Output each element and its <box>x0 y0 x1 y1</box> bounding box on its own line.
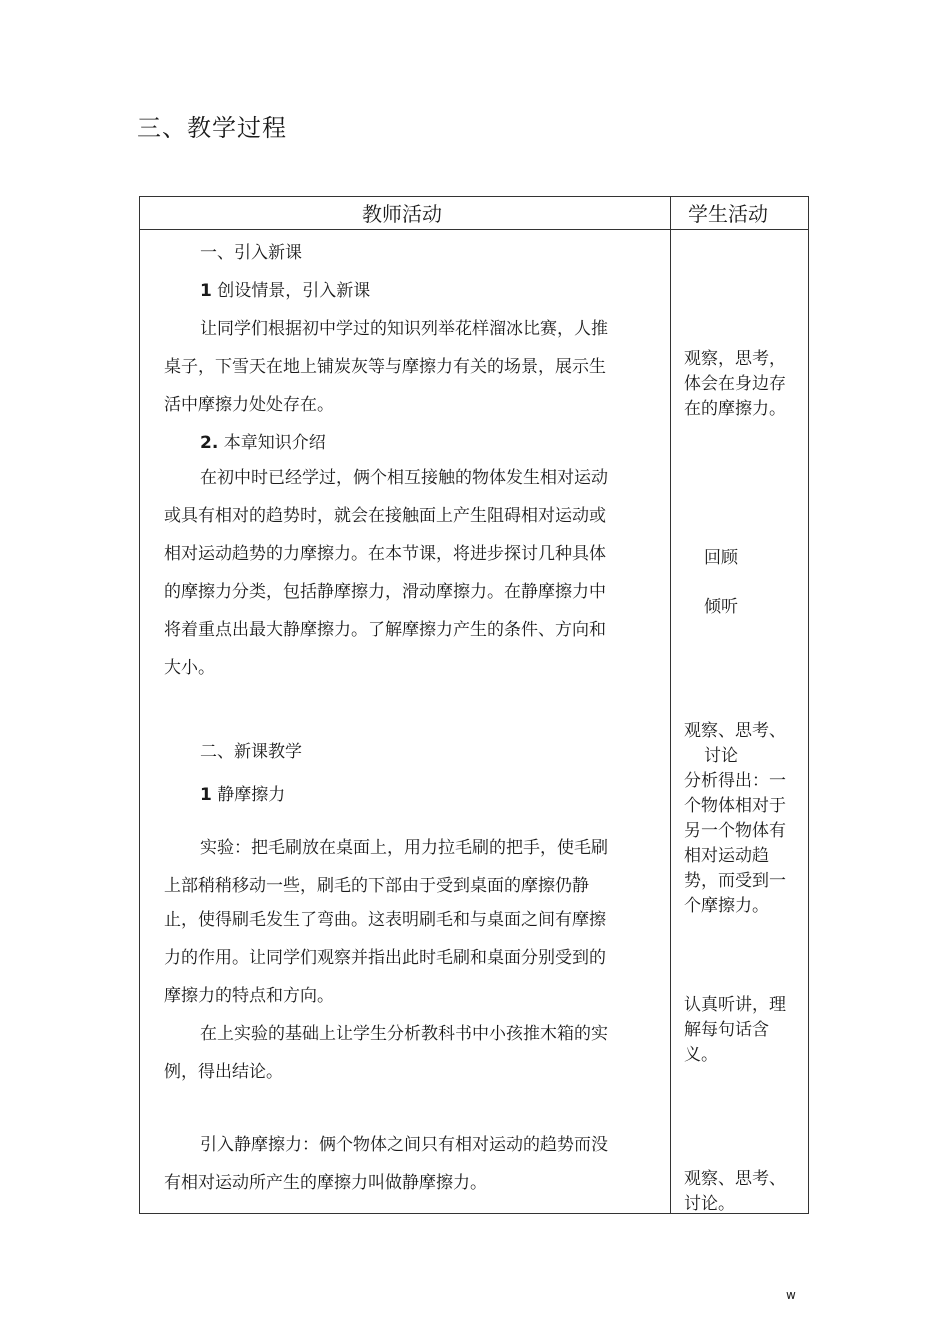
item-number: 1 <box>200 281 212 301</box>
section-2-title: 二、新课教学 <box>200 742 302 762</box>
paragraph-line: 例，得出结论。 <box>164 1062 283 1082</box>
item-text: 创设情景，引入新课 <box>217 281 371 301</box>
section-2-item-1 <box>200 785 285 805</box>
section-1-item-1 <box>200 281 370 301</box>
paragraph-line: 桌子，下雪天在地上铺炭灰等与摩擦力有关的场景，展示生 <box>164 357 606 377</box>
section-1-item-2 <box>200 433 326 453</box>
paragraph-line: 在上实验的基础上让学生分析教科书中小孩推木箱的实 <box>200 1024 608 1044</box>
student-line: 观察，思考， <box>684 349 786 369</box>
student-line: 认真听讲，理 <box>684 995 786 1015</box>
student-line: 讨论 <box>704 746 738 766</box>
student-line: 分析得出：一 <box>684 771 786 791</box>
paragraph-line: 相对运动趋势的力摩擦力。在本节课，将进步探讨几种具体 <box>164 544 606 564</box>
student-line: 在的摩擦力。 <box>684 399 786 419</box>
table-header-divider <box>139 229 809 230</box>
header-student-activity: 学生活动 <box>688 202 768 226</box>
student-line: 义。 <box>684 1045 718 1065</box>
paragraph-line: 大小。 <box>164 658 215 678</box>
student-line: 相对运动趋 <box>684 846 769 866</box>
student-line: 倾听 <box>704 597 738 617</box>
section-heading: 三、教学过程 <box>137 114 287 142</box>
student-line: 解每句话含 <box>684 1020 769 1040</box>
paragraph-line: 引入静摩擦力：俩个物体之间只有相对运动的趋势而没 <box>200 1135 608 1155</box>
item-number: 2. <box>200 433 219 453</box>
paragraph-line: 力的作用。让同学们观察并指出此时毛刷和桌面分别受到的 <box>164 948 606 968</box>
paragraph-line: 让同学们根据初中学过的知识列举花样溜冰比赛，人推 <box>200 319 608 339</box>
paragraph-line: 止，使得刷毛发生了弯曲。这表明刷毛和与桌面之间有摩擦 <box>164 910 606 930</box>
page-footer-mark: w <box>786 1288 796 1302</box>
student-line: 势，而受到一 <box>684 871 786 891</box>
item-text: 静摩擦力 <box>217 785 286 805</box>
paragraph-line: 活中摩擦力处处存在。 <box>164 395 334 415</box>
item-number: 1 <box>200 785 212 805</box>
paragraph-line: 或具有相对的趋势时，就会在接触面上产生阻碍相对运动或 <box>164 506 606 526</box>
student-line: 观察、思考、 <box>684 1169 786 1189</box>
paragraph-line: 有相对运动所产生的摩擦力叫做静摩擦力。 <box>164 1173 487 1193</box>
student-line: 回顾 <box>704 548 738 568</box>
student-line: 讨论。 <box>684 1194 735 1214</box>
student-line: 另一个物体有 <box>684 821 786 841</box>
student-line: 观察、思考、 <box>684 721 786 741</box>
student-line: 个摩擦力。 <box>684 896 769 916</box>
item-text: 本章知识介绍 <box>223 433 326 453</box>
paragraph-line: 上部稍稍移动一些，刷毛的下部由于受到桌面的摩擦仍静 <box>164 876 589 896</box>
paragraph-line: 将着重点出最大静摩擦力。了解摩擦力产生的条件、方向和 <box>164 620 606 640</box>
paragraph-line: 在初中时已经学过，俩个相互接触的物体发生相对运动 <box>200 468 608 488</box>
student-line: 体会在身边存 <box>684 374 786 394</box>
student-line: 个物体相对于 <box>684 796 786 816</box>
section-1-title: 一、引入新课 <box>200 243 302 263</box>
paragraph-line: 的摩擦力分类，包括静摩擦力，滑动摩擦力。在静摩擦力中 <box>164 582 606 602</box>
header-teacher-activity: 教师活动 <box>362 202 442 226</box>
paragraph-line: 实验：把毛刷放在桌面上，用力拉毛刷的把手，使毛刷 <box>200 838 608 858</box>
table-column-divider <box>670 196 671 1214</box>
paragraph-line: 摩擦力的特点和方向。 <box>164 986 334 1006</box>
